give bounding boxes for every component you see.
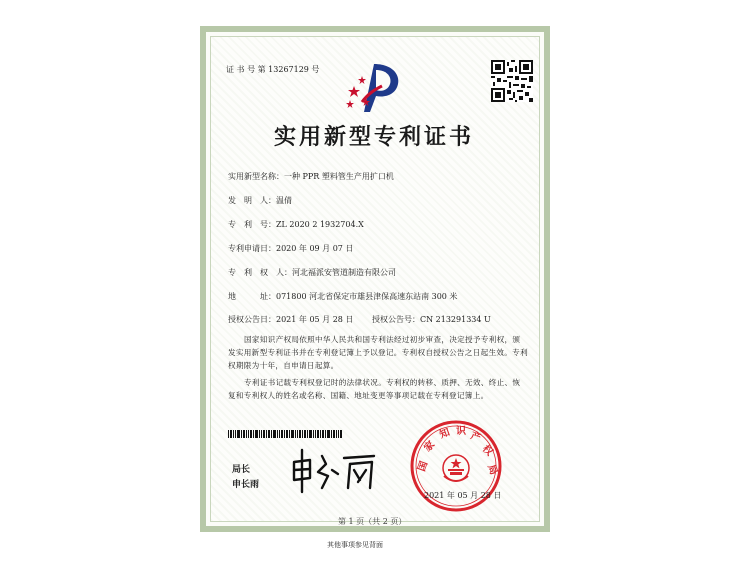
director-name: 申长雨 [232, 480, 260, 490]
field-value: 2020 年 09 月 07 日 [276, 244, 354, 253]
field-label: 专利申请日： [228, 244, 276, 253]
field-value: 一种 PPR 塑料管生产用扩口机 [284, 172, 394, 181]
field-utility-model-name [228, 171, 394, 182]
patent-logo-icon [340, 56, 408, 116]
field-label: 实用新型名称： [228, 172, 284, 181]
field-value: 温倩 [276, 196, 292, 205]
field-grant-date [228, 314, 353, 325]
seal-date: 2021 年 05 月 28 日 [424, 491, 502, 500]
field-inventor [228, 195, 292, 206]
certificate-paragraph-2: 专利证书记载专利权登记时的法律状况。专利权的转移、质押、无效、终止、恢复和专利权人的姓名或名称、国籍、地址变更等事项记载在专利登记簿上。 [228, 378, 521, 400]
field-address [228, 291, 457, 302]
field-patentee [228, 267, 396, 278]
back-page-note: 其他事项参见背面 [327, 541, 383, 549]
publication-number: 授权公告号：CN 213291334 U [372, 315, 491, 324]
field-label: 授权公告日： [228, 315, 276, 324]
field-value: 071800 河北省保定市雄县津保高速东站南 300 米 [276, 292, 458, 301]
certificate-title: 实用新型专利证书 [273, 124, 474, 150]
svg-text:权: 权 [479, 443, 495, 459]
svg-text:家: 家 [422, 439, 438, 455]
field-application-date [228, 243, 353, 254]
field-value: 河北福派安管道制造有限公司 [292, 268, 396, 277]
field-label: 专 利 号： [228, 220, 276, 229]
svg-text:国: 国 [416, 459, 431, 474]
svg-text:局: 局 [485, 463, 499, 477]
field-value: ZL 2020 2 1932704.X [276, 220, 364, 229]
page-indicator: 第 1 页（共 2 页） [338, 517, 407, 526]
qr-code-icon [491, 60, 533, 102]
svg-text:产: 产 [468, 430, 483, 445]
handwritten-signature [288, 448, 380, 494]
field-label: 地 址： [228, 292, 276, 301]
field-patent-number [228, 219, 364, 230]
field-value: 2021 年 05 月 28 日 [276, 315, 354, 324]
field-label: 专 利 权 人： [228, 268, 292, 277]
certificate-number: 证 书 号 第 13267129 号 [226, 65, 320, 74]
director-title: 局长 [232, 465, 251, 475]
svg-text:识: 识 [456, 426, 466, 437]
svg-text:知: 知 [438, 427, 452, 441]
field-label: 发 明 人： [228, 196, 276, 205]
barcode-icon [228, 430, 342, 438]
certificate-paragraph-1: 国家知识产权局依照中华人民共和国专利法经过初步审查，决定授予专利权，颁发实用新型专利证书并在专利登记簿上予以登记。专利权自授权公告之日起生效。专利权期限为十年，自申请日起算。 [228, 335, 528, 370]
